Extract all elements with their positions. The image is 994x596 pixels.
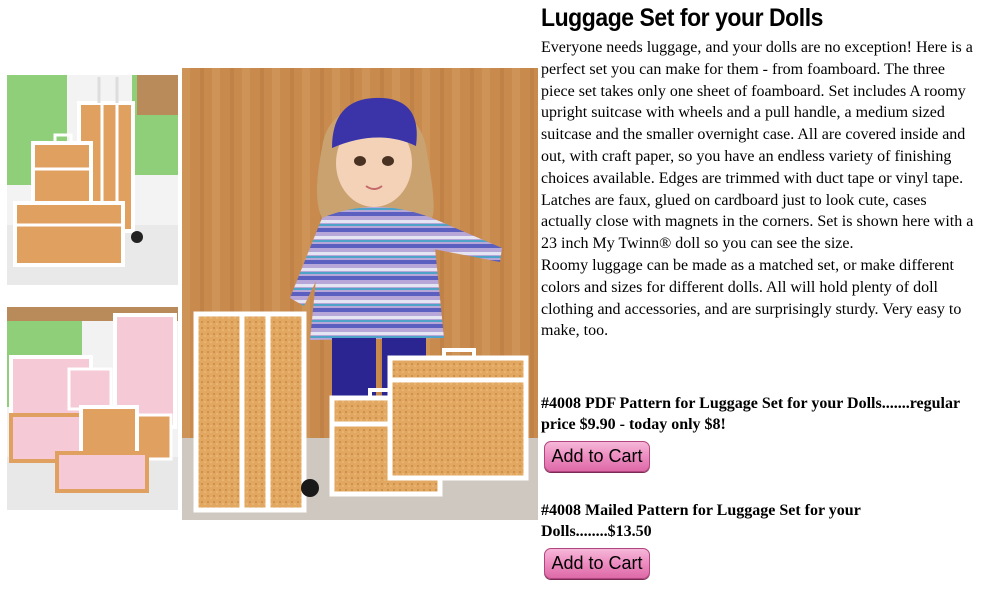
add-to-cart-pdf-button[interactable]: Add to Cart [544, 441, 650, 472]
luggage-closed-thumbnail[interactable] [7, 75, 178, 285]
product-mailed-pattern-name: #4008 Mailed Pattern for Luggage Set for your Dolls........$13.50 [541, 502, 861, 540]
doll-with-luggage-illustration [182, 68, 538, 520]
add-to-cart-mailed-button[interactable]: Add to Cart [544, 548, 650, 579]
description-paragraph-2: Roomy luggage can be made as a matched set, or make different colors and sizes for different dolls. All will hold plenty of doll clothing and accessories, and are surprisingly sturdy. Very easy to make, too. [541, 256, 962, 340]
luggage-open-illustration [7, 307, 178, 510]
luggage-open-thumbnail[interactable] [7, 307, 178, 510]
doll-with-luggage-photo[interactable] [182, 68, 538, 520]
description-paragraph-1: Everyone needs luggage, and your dolls are no exception! Here is a perfect set you can make for them - from foamboard. The three piece set takes only one sheet of foamboard. Set includes A roomy upright suitcase with wheels and a pull handle, a medium sized suitcase and the smaller overnight case. All are covered inside and out, with craft paper, so you have an endless variety of finishing choices available. Edges are trimmed with duct tape or vinyl tape. Latches are faux, glued on cardboard just to look cute, cases actually close with magnets in the corners. Set is shown here with a 23 inch My Twinn® doll so you can see the size. [541, 39, 974, 253]
product-pdf-pattern-name: #4008 PDF Pattern for Luggage Set for your Dolls.......regular price $9.90 - today only $8! [541, 395, 960, 433]
luggage-closed-illustration [7, 75, 178, 285]
page-title: Luggage Set for your Dolls [541, 4, 823, 32]
product-description [541, 37, 981, 342]
